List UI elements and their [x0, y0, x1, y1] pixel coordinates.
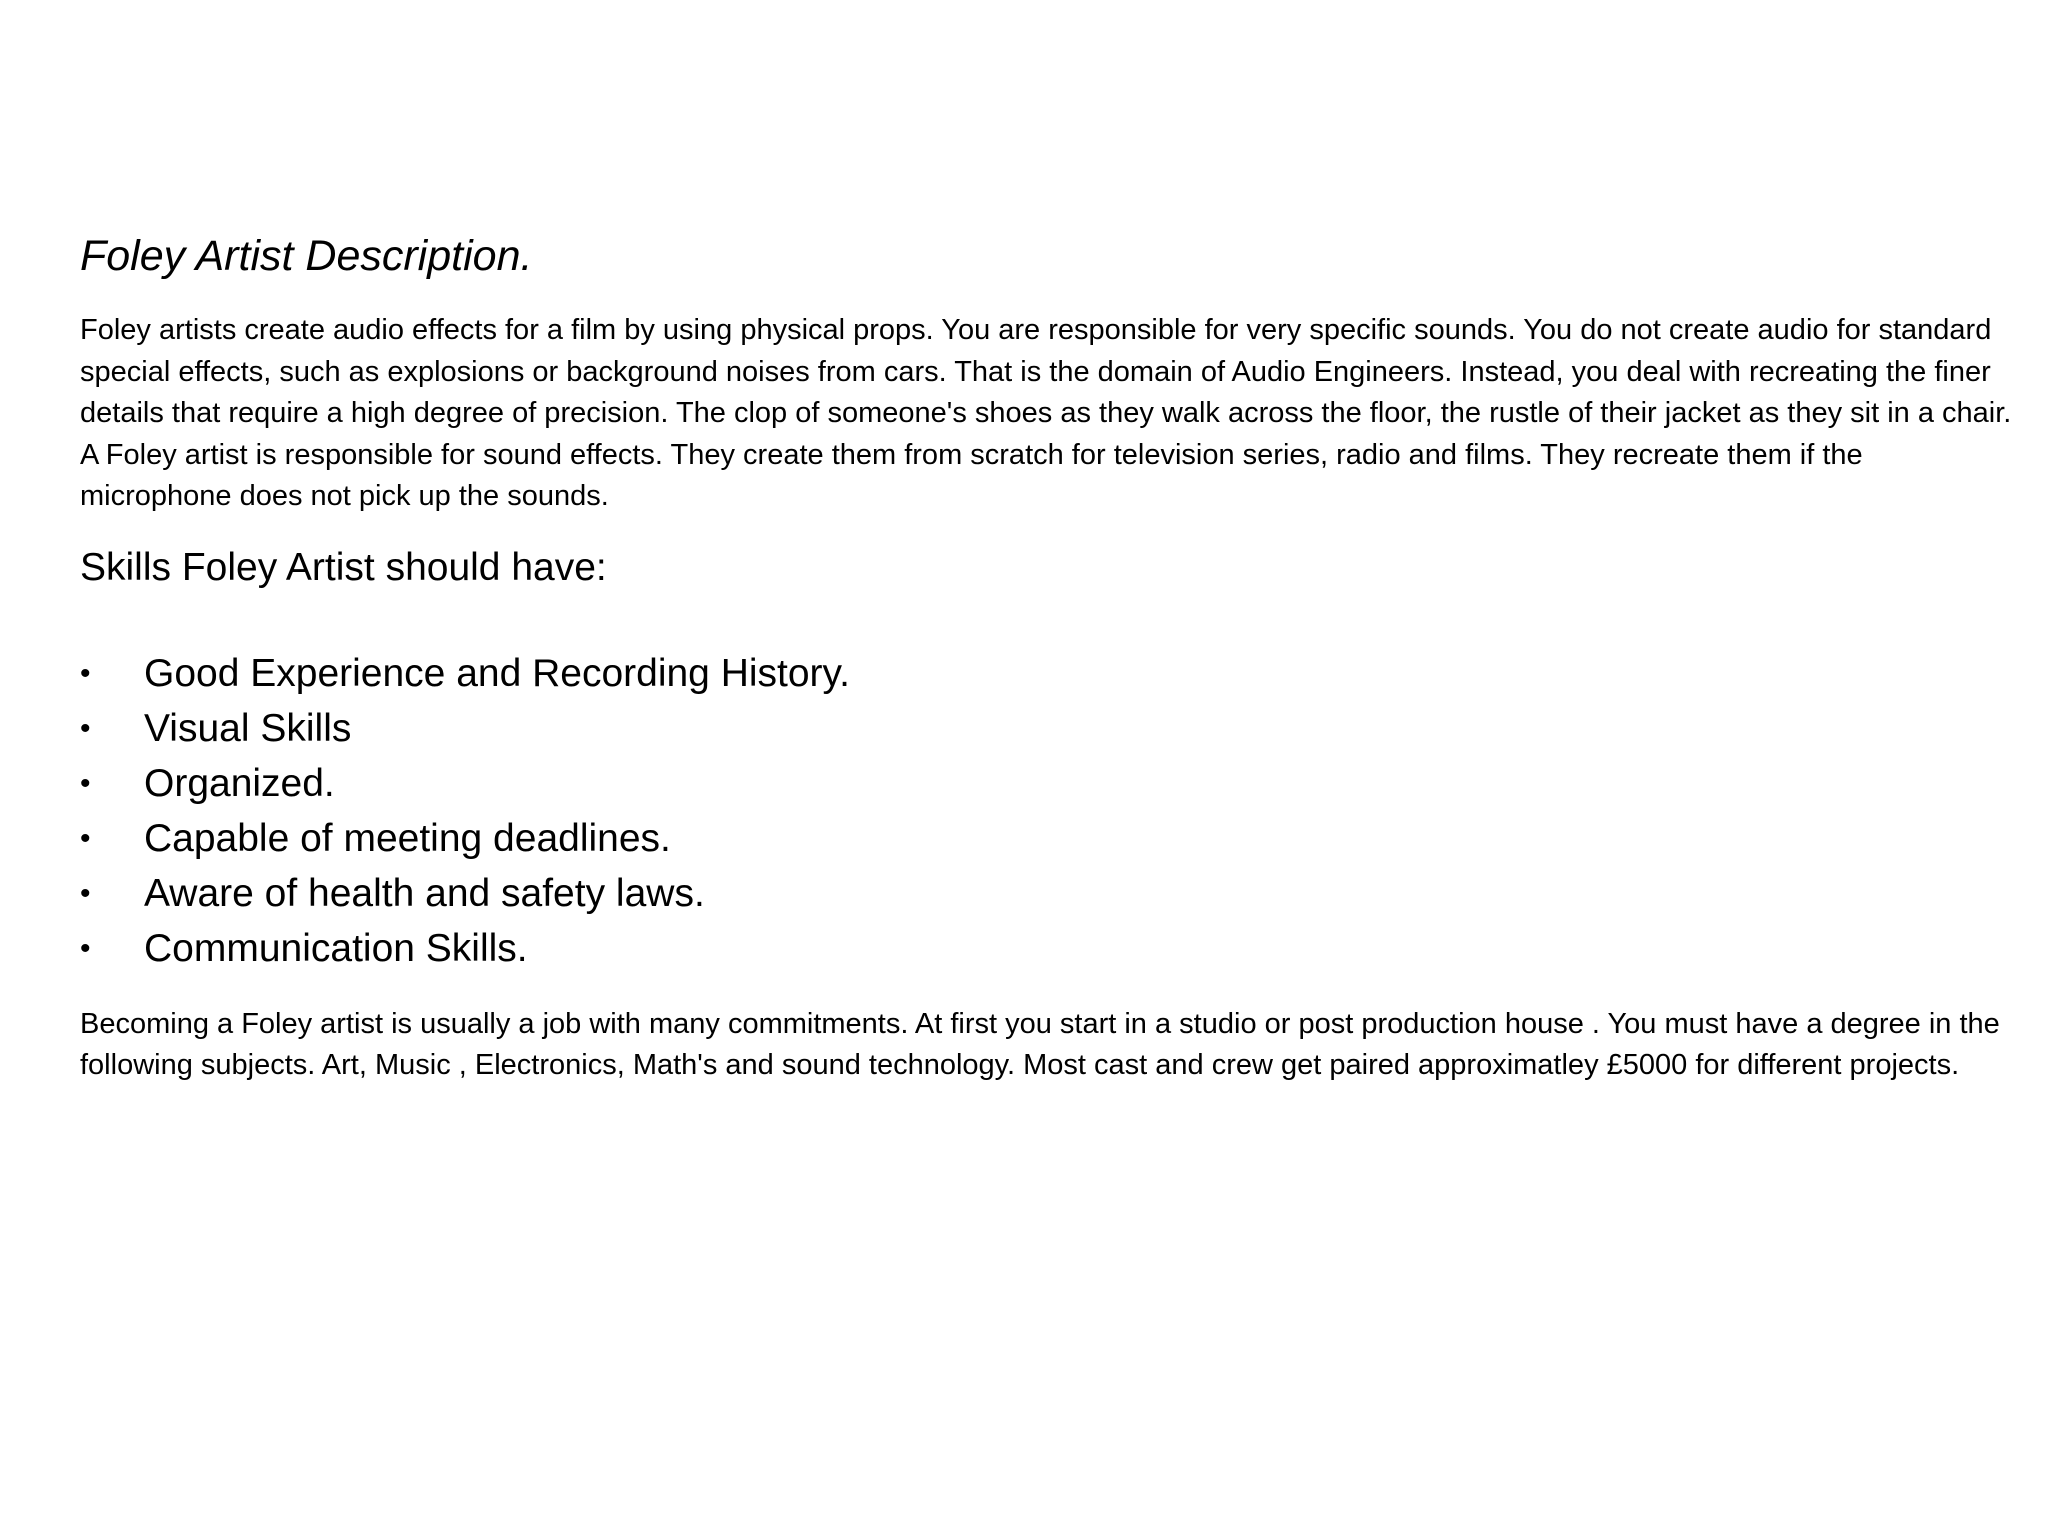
list-item [80, 811, 2020, 866]
list-item [80, 756, 2020, 811]
closing-paragraph: Becoming a Foley artist is usually a job with many commitments. At first you start in a studio or post production house . You must have a degree in the following subjects. Art, Music , Electronics, Math's and sound technology. Most cast and crew get paired approximatley £5000 for different projects. [80, 1007, 2000, 1081]
skill-text: Communication Skills. [144, 926, 528, 970]
skill-text: Good Experience and Recording History. [144, 651, 850, 695]
list-item [80, 646, 2020, 701]
slide-title: Foley Artist Description. [80, 232, 533, 280]
bullet-icon: • [80, 821, 91, 855]
bullet-icon: • [80, 766, 91, 800]
skill-text: Organized. [144, 761, 335, 805]
list-item [80, 921, 2020, 976]
list-item [80, 866, 2020, 921]
skill-text: Visual Skills [144, 706, 352, 750]
skills-list [80, 646, 2020, 976]
list-item [80, 701, 2020, 756]
bullet-icon: • [80, 931, 91, 965]
bullet-icon: • [80, 876, 91, 910]
skills-heading: Skills Foley Artist should have: [80, 545, 607, 589]
bullet-icon: • [80, 656, 91, 690]
intro-paragraph: Foley artists create audio effects for a film by using physical props. You are responsible for very specific sounds. You do not create audio for standard special effects, such as explosions or background noises from cars. That is the domain of Audio Engineers. Instead, you deal with recreating the finer details that require a high degree of precision. The clop of someone's shoes as they walk across the floor, the rustle of their jacket as they sit in a chair. A Foley artist is responsible for sound effects. They create them from scratch for television series, radio and films. They recreate them if the microphone does not pick up the sounds. [80, 314, 2012, 512]
skill-text: Aware of health and safety laws. [144, 871, 705, 915]
skill-text: Capable of meeting deadlines. [144, 816, 671, 860]
slide-content [80, 228, 2020, 1087]
bullet-icon: • [80, 711, 91, 745]
